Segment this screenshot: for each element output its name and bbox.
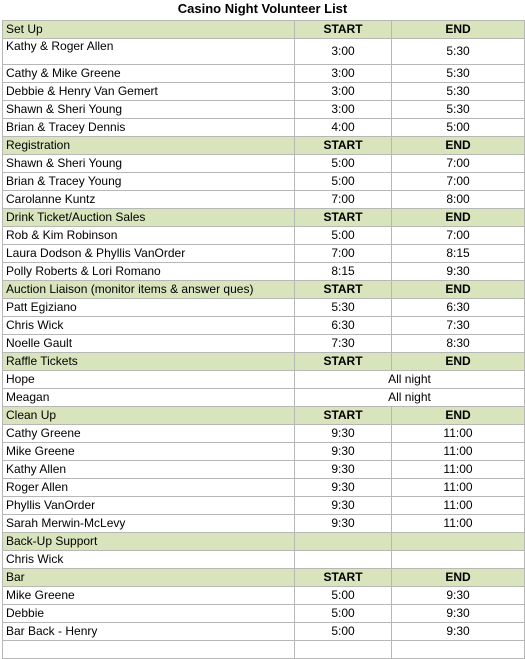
end-time-cell[interactable]: 11:00: [392, 461, 525, 479]
volunteer-row: [3, 227, 525, 245]
volunteer-name-cell[interactable]: Sarah Merwin-McLevy: [3, 515, 295, 533]
volunteer-name-cell[interactable]: Shawn & Sheri Young: [3, 101, 295, 119]
volunteer-row: [3, 641, 525, 659]
volunteer-name-cell[interactable]: Brian & Tracey Dennis: [3, 119, 295, 137]
start-time-cell[interactable]: 7:30: [295, 335, 392, 353]
end-time-cell[interactable]: 9:30: [392, 623, 525, 641]
end-header-cell[interactable]: END: [392, 137, 525, 155]
start-time-cell[interactable]: 7:00: [295, 245, 392, 263]
start-time-cell[interactable]: 9:30: [295, 425, 392, 443]
volunteer-name-cell[interactable]: Chris Wick: [3, 551, 295, 569]
start-time-cell[interactable]: 3:00: [295, 39, 392, 65]
volunteer-row: [3, 335, 525, 353]
section-header-row: [3, 21, 525, 39]
volunteer-row: [3, 191, 525, 209]
start-header-cell[interactable]: START: [295, 137, 392, 155]
section-name-cell[interactable]: Back-Up Support: [3, 533, 295, 551]
volunteer-row: [3, 245, 525, 263]
end-time-cell[interactable]: [392, 551, 525, 569]
end-time-cell[interactable]: 11:00: [392, 497, 525, 515]
volunteer-name-cell[interactable]: Patt Egiziano: [3, 299, 295, 317]
start-time-cell[interactable]: 4:00: [295, 119, 392, 137]
end-header-cell[interactable]: END: [392, 21, 525, 39]
section-name-cell[interactable]: Drink Ticket/Auction Sales: [3, 209, 295, 227]
end-time-cell[interactable]: 11:00: [392, 425, 525, 443]
volunteer-table: [2, 20, 525, 659]
start-time-cell[interactable]: 3:00: [295, 101, 392, 119]
end-time-cell[interactable]: 8:30: [392, 335, 525, 353]
volunteer-name-cell[interactable]: Debbie: [3, 605, 295, 623]
start-time-cell[interactable]: 8:15: [295, 263, 392, 281]
end-time-cell[interactable]: 7:00: [392, 227, 525, 245]
volunteer-row: [3, 443, 525, 461]
end-time-cell[interactable]: 6:30: [392, 299, 525, 317]
start-time-cell[interactable]: 5:00: [295, 623, 392, 641]
volunteer-name-cell[interactable]: Kathy Allen: [3, 461, 295, 479]
volunteer-name-cell[interactable]: Roger Allen: [3, 479, 295, 497]
start-time-cell[interactable]: 9:30: [295, 515, 392, 533]
volunteer-name-cell[interactable]: Mike Greene: [3, 443, 295, 461]
volunteer-row: [3, 623, 525, 641]
volunteer-table-body: [3, 21, 525, 659]
volunteer-row: [3, 515, 525, 533]
end-time-cell[interactable]: 5:30: [392, 83, 525, 101]
end-header-cell[interactable]: END: [392, 353, 525, 371]
start-time-cell[interactable]: 5:00: [295, 605, 392, 623]
section-header-row: [3, 281, 525, 299]
volunteer-row: [3, 605, 525, 623]
volunteer-row: [3, 497, 525, 515]
volunteer-name-cell[interactable]: [3, 641, 295, 659]
volunteer-name-cell[interactable]: Polly Roberts & Lori Romano: [3, 263, 295, 281]
start-header-cell[interactable]: START: [295, 407, 392, 425]
volunteer-name-cell[interactable]: Laura Dodson & Phyllis VanOrder: [3, 245, 295, 263]
end-time-cell[interactable]: 11:00: [392, 443, 525, 461]
end-time-cell[interactable]: 11:00: [392, 515, 525, 533]
start-time-cell[interactable]: 9:30: [295, 479, 392, 497]
end-time-cell[interactable]: 8:00: [392, 191, 525, 209]
volunteer-name-cell[interactable]: Mike Greene: [3, 587, 295, 605]
volunteer-row: [3, 155, 525, 173]
start-header-cell[interactable]: START: [295, 209, 392, 227]
volunteer-row: [3, 479, 525, 497]
end-time-cell[interactable]: 7:00: [392, 155, 525, 173]
start-time-cell[interactable]: 9:30: [295, 497, 392, 515]
start-time-cell[interactable]: 5:00: [295, 587, 392, 605]
volunteer-name-cell[interactable]: Meagan: [3, 389, 295, 407]
volunteer-name-cell[interactable]: Noelle Gault: [3, 335, 295, 353]
section-header-row: [3, 533, 525, 551]
start-header-cell[interactable]: START: [295, 569, 392, 587]
volunteer-row: [3, 551, 525, 569]
volunteer-name-cell[interactable]: Bar Back - Henry: [3, 623, 295, 641]
volunteer-name-cell[interactable]: Cathy & Mike Greene: [3, 65, 295, 83]
start-header-cell[interactable]: START: [295, 21, 392, 39]
section-header-row: [3, 353, 525, 371]
end-header-cell[interactable]: END: [392, 569, 525, 587]
start-header-cell[interactable]: START: [295, 353, 392, 371]
volunteer-name-cell[interactable]: Chris Wick: [3, 317, 295, 335]
section-name-cell[interactable]: Raffle Tickets: [3, 353, 295, 371]
end-time-cell[interactable]: [392, 641, 525, 659]
time-span-cell[interactable]: All night: [295, 371, 525, 389]
volunteer-row: [3, 263, 525, 281]
end-time-cell[interactable]: 5:30: [392, 65, 525, 83]
start-time-cell[interactable]: [295, 641, 392, 659]
volunteer-name-cell[interactable]: Cathy Greene: [3, 425, 295, 443]
volunteer-row: [3, 389, 525, 407]
volunteer-row: [3, 299, 525, 317]
end-time-cell[interactable]: 8:15: [392, 245, 525, 263]
section-header-row: [3, 137, 525, 155]
volunteer-name-cell[interactable]: Kathy & Roger Allen: [3, 39, 295, 65]
sheet-title: Casino Night Volunteer List: [177, 1, 348, 16]
volunteer-name-cell[interactable]: Debbie & Henry Van Gemert: [3, 83, 295, 101]
end-time-cell[interactable]: 5:30: [392, 39, 525, 65]
volunteer-name-cell[interactable]: Phyllis VanOrder: [3, 497, 295, 515]
volunteer-name-cell[interactable]: Rob & Kim Robinson: [3, 227, 295, 245]
volunteer-row: [3, 173, 525, 191]
section-name-cell[interactable]: Set Up: [3, 21, 295, 39]
volunteer-row: [3, 65, 525, 83]
volunteer-name-cell[interactable]: Brian & Tracey Young: [3, 173, 295, 191]
time-span-cell[interactable]: All night: [295, 389, 525, 407]
start-time-cell[interactable]: 7:00: [295, 191, 392, 209]
volunteer-row: [3, 587, 525, 605]
volunteer-row: [3, 461, 525, 479]
start-time-cell[interactable]: 5:30: [295, 299, 392, 317]
start-time-cell[interactable]: 3:00: [295, 83, 392, 101]
start-time-cell[interactable]: 9:30: [295, 443, 392, 461]
volunteer-row: [3, 101, 525, 119]
end-header-cell[interactable]: END: [392, 281, 525, 299]
end-time-cell[interactable]: 9:30: [392, 605, 525, 623]
end-time-cell[interactable]: 5:30: [392, 101, 525, 119]
end-header-cell[interactable]: [392, 533, 525, 551]
volunteer-row: [3, 119, 525, 137]
volunteer-row: [3, 83, 525, 101]
volunteer-row: [3, 39, 525, 65]
volunteer-name-cell[interactable]: Hope: [3, 371, 295, 389]
end-time-cell[interactable]: 7:30: [392, 317, 525, 335]
start-header-cell[interactable]: START: [295, 281, 392, 299]
start-time-cell[interactable]: 5:00: [295, 173, 392, 191]
section-name-cell[interactable]: Clean Up: [3, 407, 295, 425]
end-time-cell[interactable]: 9:30: [392, 587, 525, 605]
end-time-cell[interactable]: 11:00: [392, 479, 525, 497]
volunteer-name-cell[interactable]: Carolanne Kuntz: [3, 191, 295, 209]
start-time-cell[interactable]: 3:00: [295, 65, 392, 83]
volunteer-name-cell[interactable]: Shawn & Sheri Young: [3, 155, 295, 173]
end-time-cell[interactable]: 9:30: [392, 263, 525, 281]
section-header-row: [3, 569, 525, 587]
section-name-cell[interactable]: Auction Liaison (monitor items & answer ques): [3, 281, 295, 299]
section-name-cell[interactable]: Bar: [3, 569, 295, 587]
section-name-cell[interactable]: Registration: [3, 137, 295, 155]
section-header-row: [3, 209, 525, 227]
end-time-cell[interactable]: 7:00: [392, 173, 525, 191]
start-time-cell[interactable]: 9:30: [295, 461, 392, 479]
start-time-cell[interactable]: 5:00: [295, 227, 392, 245]
start-header-cell[interactable]: [295, 533, 392, 551]
start-time-cell[interactable]: 6:30: [295, 317, 392, 335]
volunteer-row: [3, 371, 525, 389]
end-time-cell[interactable]: 5:00: [392, 119, 525, 137]
start-time-cell[interactable]: [295, 551, 392, 569]
end-header-cell[interactable]: END: [392, 209, 525, 227]
volunteer-row: [3, 425, 525, 443]
section-header-row: [3, 407, 525, 425]
volunteer-row: [3, 317, 525, 335]
start-time-cell[interactable]: 5:00: [295, 155, 392, 173]
end-header-cell[interactable]: END: [392, 407, 525, 425]
